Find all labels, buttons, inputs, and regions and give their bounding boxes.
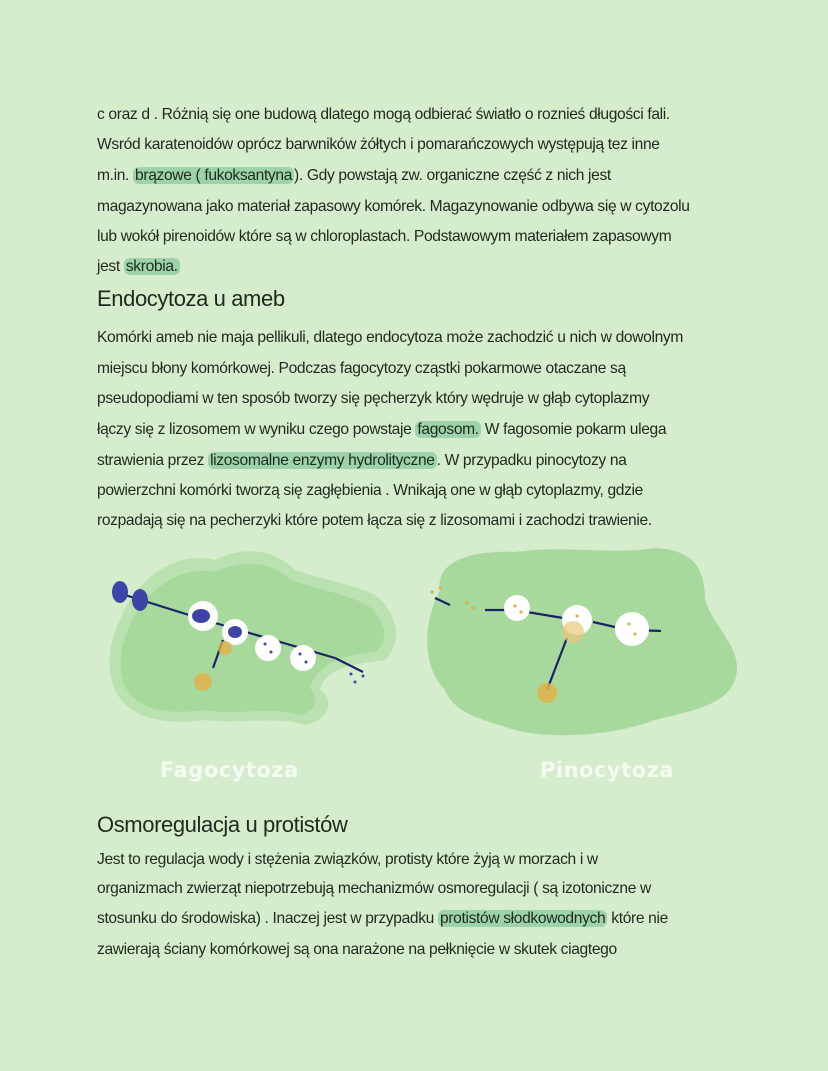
heading-osmoregulation: Osmoregulacja u protistów	[97, 812, 348, 837]
endocytosis-diagram	[95, 540, 755, 760]
text-line	[97, 358, 626, 380]
phagocytosis-cell	[110, 551, 396, 725]
text-segment: które nie	[607, 910, 668, 927]
text-segment: miejscu błony komórkowej. Podczas fagocytozy cząstki pokarmowe otaczane są	[97, 360, 626, 377]
highlighted-term: skrobia.	[125, 258, 178, 275]
text-line	[97, 878, 651, 900]
text-segment: Jest to regulacja wody i stężenia związków, protisty które żyją w morzach i w	[97, 851, 598, 868]
text-line	[97, 165, 611, 187]
text-segment: m.in.	[97, 167, 134, 184]
text-segment: . W przypadku pinocytozy na	[436, 452, 627, 469]
text-line	[97, 450, 627, 472]
highlighted-term: fagosom.	[417, 421, 479, 438]
text-segment: magazynowana jako materiał zapasowy komórek. Magazynowanie odbywa się w cytozolu	[97, 198, 690, 215]
text-segment: stosunku do środowiska) . Inaczej jest w przypadku	[97, 910, 438, 927]
text-segment: ). Gdy powstają zw. organiczne część z nich jest	[294, 167, 611, 184]
text-line	[97, 104, 670, 126]
highlighted-term: lizosomalne enzymy hydrolityczne	[210, 452, 435, 469]
text-line	[97, 480, 643, 502]
text-segment: powierzchni komórki tworzą się zagłębienia . Wnikają one w głąb cytoplazmy, gdzie	[97, 482, 643, 499]
text-line	[97, 419, 666, 441]
text-segment: c oraz d . Różnią się one budową dlatego mogą odbierać światło o roznieś długości fali.	[97, 106, 670, 123]
text-line	[97, 510, 652, 532]
highlighted-term: protistów słodkowodnych	[439, 910, 606, 927]
text-segment: jest	[97, 258, 124, 275]
text-line	[97, 849, 598, 871]
text-line	[97, 327, 683, 349]
heading-endocytosis: Endocytoza u ameb	[97, 286, 285, 311]
pinocytosis-cell	[427, 548, 737, 735]
caption-pinocytosis: Pinocytoza	[540, 758, 674, 782]
text-segment: W fagosomie pokarm ulega	[480, 421, 667, 438]
text-line	[97, 226, 671, 248]
text-segment: zawierają ściany komórkowej są ona narażone na pełknięcie w skutek ciagtego	[97, 941, 617, 958]
text-segment: Wsród karatenoidów oprócz barwników żółtych i pomarańczowych występują tez inne	[97, 136, 660, 153]
text-line	[97, 388, 649, 410]
text-line	[97, 908, 668, 930]
highlighted-term: brązowe ( fukoksantyna	[135, 167, 293, 184]
text-line	[97, 256, 180, 278]
text-segment: organizmach zwierząt niepotrzebują mechanizmów osmoregulacji ( są izotoniczne w	[97, 880, 651, 897]
text-segment: Komórki ameb nie maja pellikuli, dlatego endocytoza może zachodzić u nich w dowolnym	[97, 329, 683, 346]
text-line	[97, 134, 660, 156]
text-line	[97, 196, 690, 218]
text-segment: łączy się z lizosomem w wyniku czego powstaje	[97, 421, 416, 438]
text-segment: lub wokół pirenoidów które są w chloroplastach. Podstawowym materiałem zapasowym	[97, 228, 672, 245]
text-segment: strawienia przez	[97, 452, 209, 469]
text-segment: pseudopodiami w ten sposób tworzy się pęcherzyk który wędruje w głąb cytoplazmy	[97, 390, 650, 407]
text-line	[97, 939, 617, 961]
caption-phagocytosis: Fagocytoza	[160, 758, 299, 782]
text-segment: rozpadają się na pecherzyki które potem łącza się z lizosomami i zachodzi trawienie.	[97, 512, 652, 529]
